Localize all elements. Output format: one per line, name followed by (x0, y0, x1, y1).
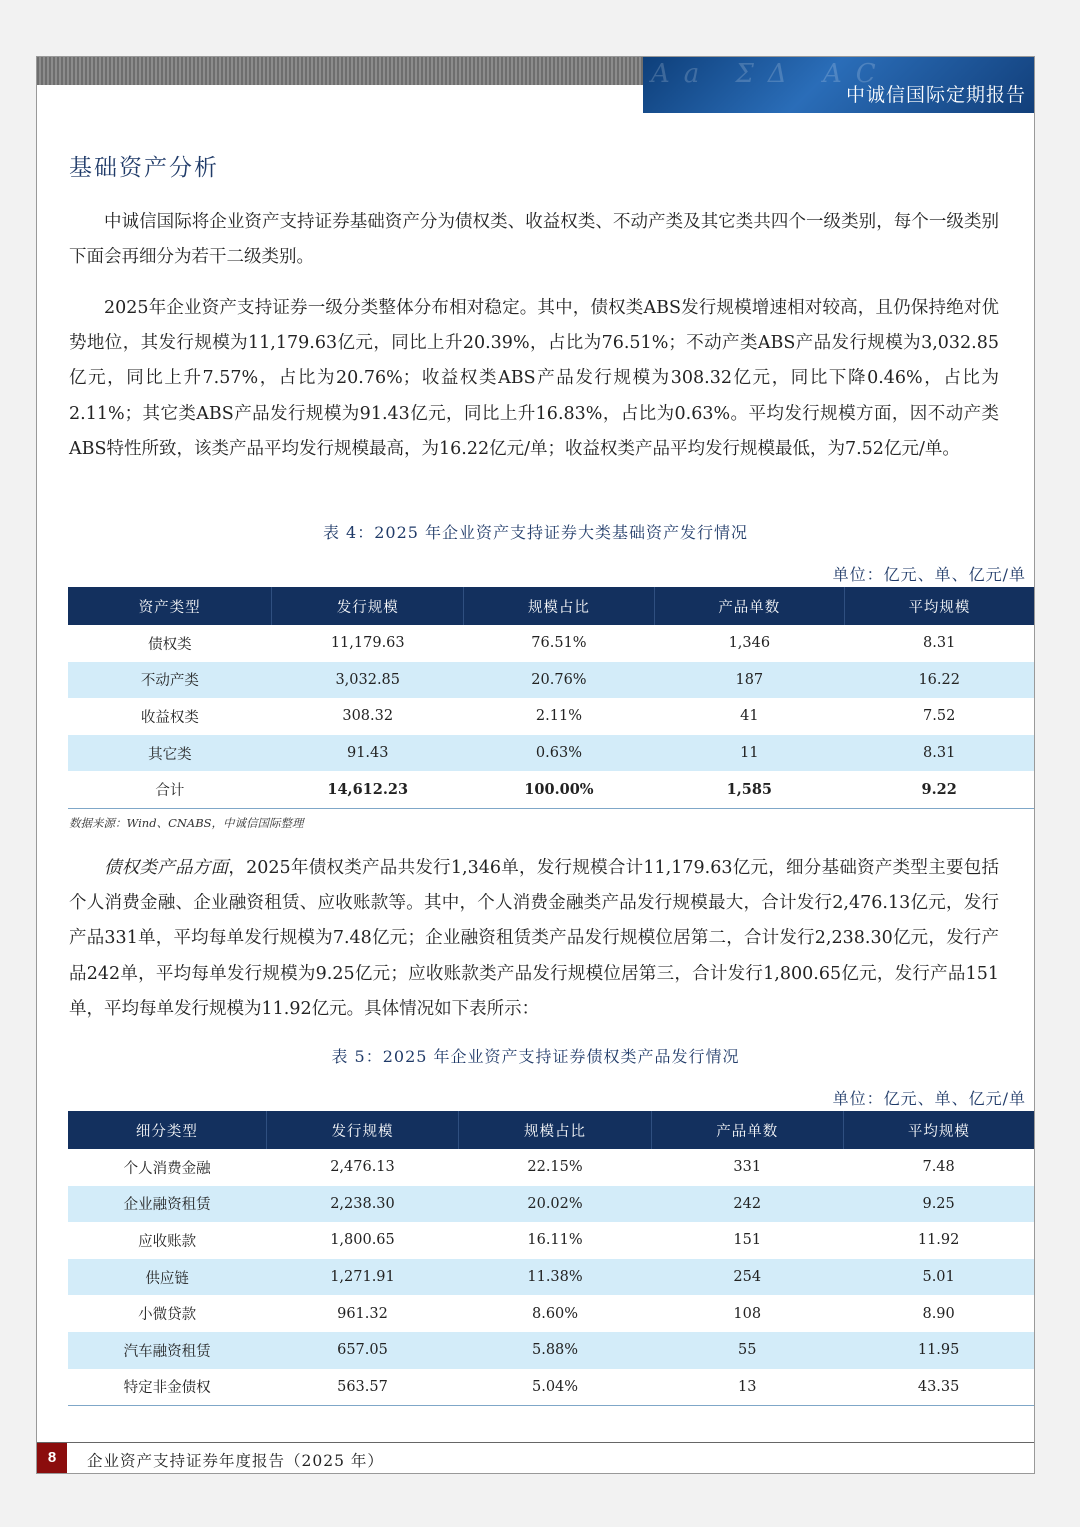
table-cell: 41 (740, 708, 759, 725)
table-cell: 100.00% (464, 771, 655, 808)
table-cell: 应收账款 (138, 1233, 197, 1250)
paragraph-intro: 中诚信国际将企业资产支持证券基础资产分为债权类、收益权类、不动产类及其它类共四个一级类别，每个一级类别下面会再细分为若干二级类别。 (69, 212, 999, 268)
header-decoration: Aa ΣΔ AC (651, 59, 890, 89)
table-cell: 5.01 (843, 1259, 1034, 1296)
asset-class-table (68, 587, 1034, 809)
data-source-note: 数据来源：Wind、CNABS，中诚信国际整理 (69, 816, 304, 830)
table-row (68, 662, 1034, 699)
table-header-row (68, 587, 1034, 625)
table-cell: 8.60% (531, 1305, 579, 1322)
column-header: 发行规模 (272, 587, 464, 625)
table-cell: 2,476.13 (330, 1159, 395, 1176)
table-cell: 43.35 (843, 1369, 1034, 1406)
report-page (36, 56, 1035, 1474)
table-cell: 11.38% (459, 1259, 651, 1296)
table-cell: 55 (651, 1332, 843, 1369)
column-header: 细分类型 (68, 1111, 266, 1149)
table-cell: 3,032.85 (272, 662, 464, 699)
table-header-row (68, 1111, 1034, 1149)
column-header: 平均规模 (843, 1111, 1034, 1149)
table-cell: 8.31 (923, 635, 956, 652)
table-cell: 1,800.65 (330, 1232, 395, 1249)
table-cell: 151 (733, 1232, 762, 1249)
header-stripe (37, 57, 643, 85)
table-cell: 20.02% (459, 1186, 651, 1223)
table-cell: 个人消费金融 (123, 1160, 211, 1177)
table-row (68, 1259, 1034, 1296)
section-title: 基础资产分析 (69, 155, 219, 181)
table-cell: 1,585 (654, 771, 844, 808)
report-series-title: 中诚信国际定期报告 (845, 84, 1026, 106)
table-cell: 108 (733, 1305, 762, 1322)
table-cell: 14,612.23 (272, 771, 464, 808)
table-cell: 13 (651, 1369, 843, 1406)
table-cell: 11,179.63 (330, 635, 405, 652)
paragraph-lead: 债权类产品方面 (104, 858, 229, 878)
table-cell: 8.90 (922, 1305, 955, 1322)
table-cell: 5.04% (459, 1369, 651, 1406)
table4-caption: 表 4：2025 年企业资产支持证券大类基础资产发行情况 (322, 523, 749, 542)
table-cell: 254 (651, 1259, 843, 1296)
table-cell: 债权类 (148, 636, 192, 653)
debt-subtype-table (68, 1111, 1034, 1406)
table-cell: 961.32 (337, 1305, 388, 1322)
column-header: 规模占比 (464, 587, 655, 625)
table-cell: 22.15% (527, 1159, 583, 1176)
table-cell: 91.43 (272, 735, 464, 772)
column-header: 产品单数 (654, 587, 844, 625)
table-row (68, 735, 1034, 772)
table-cell: 563.57 (266, 1369, 459, 1406)
column-header: 发行规模 (266, 1111, 459, 1149)
table-cell: 供应链 (68, 1259, 266, 1296)
table-cell: 汽车融资租赁 (68, 1332, 266, 1369)
table-total-row (68, 771, 1034, 808)
column-header: 规模占比 (459, 1111, 651, 1149)
table-row (68, 625, 1034, 662)
table-row (68, 1332, 1034, 1369)
footer-report-title: 企业资产支持证券年度报告（2025 年） (87, 1452, 384, 1470)
table-cell: 企业融资租赁 (68, 1186, 266, 1223)
table-cell: 11.95 (843, 1332, 1034, 1369)
table-cell: 2.11% (535, 708, 582, 725)
table-row (68, 1222, 1034, 1259)
table-cell: 9.22 (844, 771, 1034, 808)
footer-divider (37, 1442, 1034, 1443)
table-cell: 2,238.30 (266, 1186, 459, 1223)
table-row (68, 1369, 1034, 1406)
table-cell: 187 (654, 662, 844, 699)
column-header: 平均规模 (844, 587, 1034, 625)
table-cell: 20.76% (464, 662, 655, 699)
table-cell: 16.22 (844, 662, 1034, 699)
table5-unit: 单位：亿元、单、亿元/单 (832, 1089, 1026, 1108)
paragraph-overview: 2025年企业资产支持证券一级分类整体分布相对稳定。其中，债权类ABS发行规模增速相对较高，且仍保持绝对优势地位，其发行规模为11,179.63亿元，同比上升20.39%，占比为76.51%；不动产类ABS产品发行规模为3,032.85亿元，同比上升7.57%，占比为20.76%；收益权类ABS产品发行规模为308.32亿元，同比下降0.46%，占比为2.11%；其它类ABS产品发行规模为91.43亿元，同比上升16.83%，占比为0.63%。平均发行规模方面，因不动产类ABS特性所致，该类产品平均发行规模最高，为16.22亿元/单；收益权类产品平均发行规模最低，为7.52亿元/单。 (69, 298, 999, 459)
table-cell: 308.32 (342, 708, 394, 725)
table-cell: 242 (651, 1186, 843, 1223)
table-cell: 0.63% (464, 735, 655, 772)
table-cell: 7.48 (922, 1159, 955, 1176)
table4-unit: 单位：亿元、单、亿元/单 (832, 565, 1026, 584)
paragraph-debt-class (69, 851, 999, 1027)
table-row (68, 1149, 1034, 1186)
table5-caption: 表 5：2025 年企业资产支持证券债权类产品发行情况 (331, 1047, 740, 1066)
table-cell: 11.92 (917, 1232, 960, 1249)
table-cell: 8.31 (844, 735, 1034, 772)
table-cell: 657.05 (266, 1332, 459, 1369)
table-cell: 合计 (68, 771, 272, 808)
header-banner (643, 57, 1034, 113)
table-cell: 11 (654, 735, 844, 772)
paragraph-body: ，2025年债权类产品共发行1,346单，发行规模合计11,179.63亿元，细分基础资产类型主要包括个人消费金融、企业融资租赁、应收账款等。其中，个人消费金融类产品发行规模最大，合计发行2,476.13亿元，发行产品331单，平均每单发行规模为7.48亿元；企业融资租赁类产品发行规模位居第二，合计发行2,238.30亿元，发行产品242单，平均每单发行规模为9.25亿元；应收账款类产品发行规模位居第三，合计发行1,800.65亿元，发行产品151单，平均每单发行规模为11.92亿元。具体情况如下表所示： (69, 858, 1000, 1019)
table-cell: 331 (733, 1159, 762, 1176)
column-header: 产品单数 (651, 1111, 843, 1149)
table-cell: 16.11% (527, 1232, 583, 1249)
table-cell: 小微贷款 (138, 1307, 197, 1324)
table-cell: 特定非金债权 (68, 1369, 266, 1406)
table-cell: 其它类 (68, 735, 272, 772)
table-cell: 收益权类 (140, 709, 199, 726)
table-cell: 76.51% (531, 635, 587, 652)
table-cell: 9.25 (843, 1186, 1034, 1223)
table-cell: 7.52 (923, 708, 956, 725)
page-number: 8 (37, 1443, 67, 1473)
table-cell: 1,271.91 (266, 1259, 459, 1296)
table-row (68, 1186, 1034, 1223)
table-row (68, 1295, 1034, 1332)
table-row (68, 698, 1034, 735)
table-cell: 5.88% (459, 1332, 651, 1369)
table-cell: 1,346 (728, 635, 771, 652)
table-cell: 不动产类 (68, 662, 272, 699)
column-header: 资产类型 (68, 587, 272, 625)
